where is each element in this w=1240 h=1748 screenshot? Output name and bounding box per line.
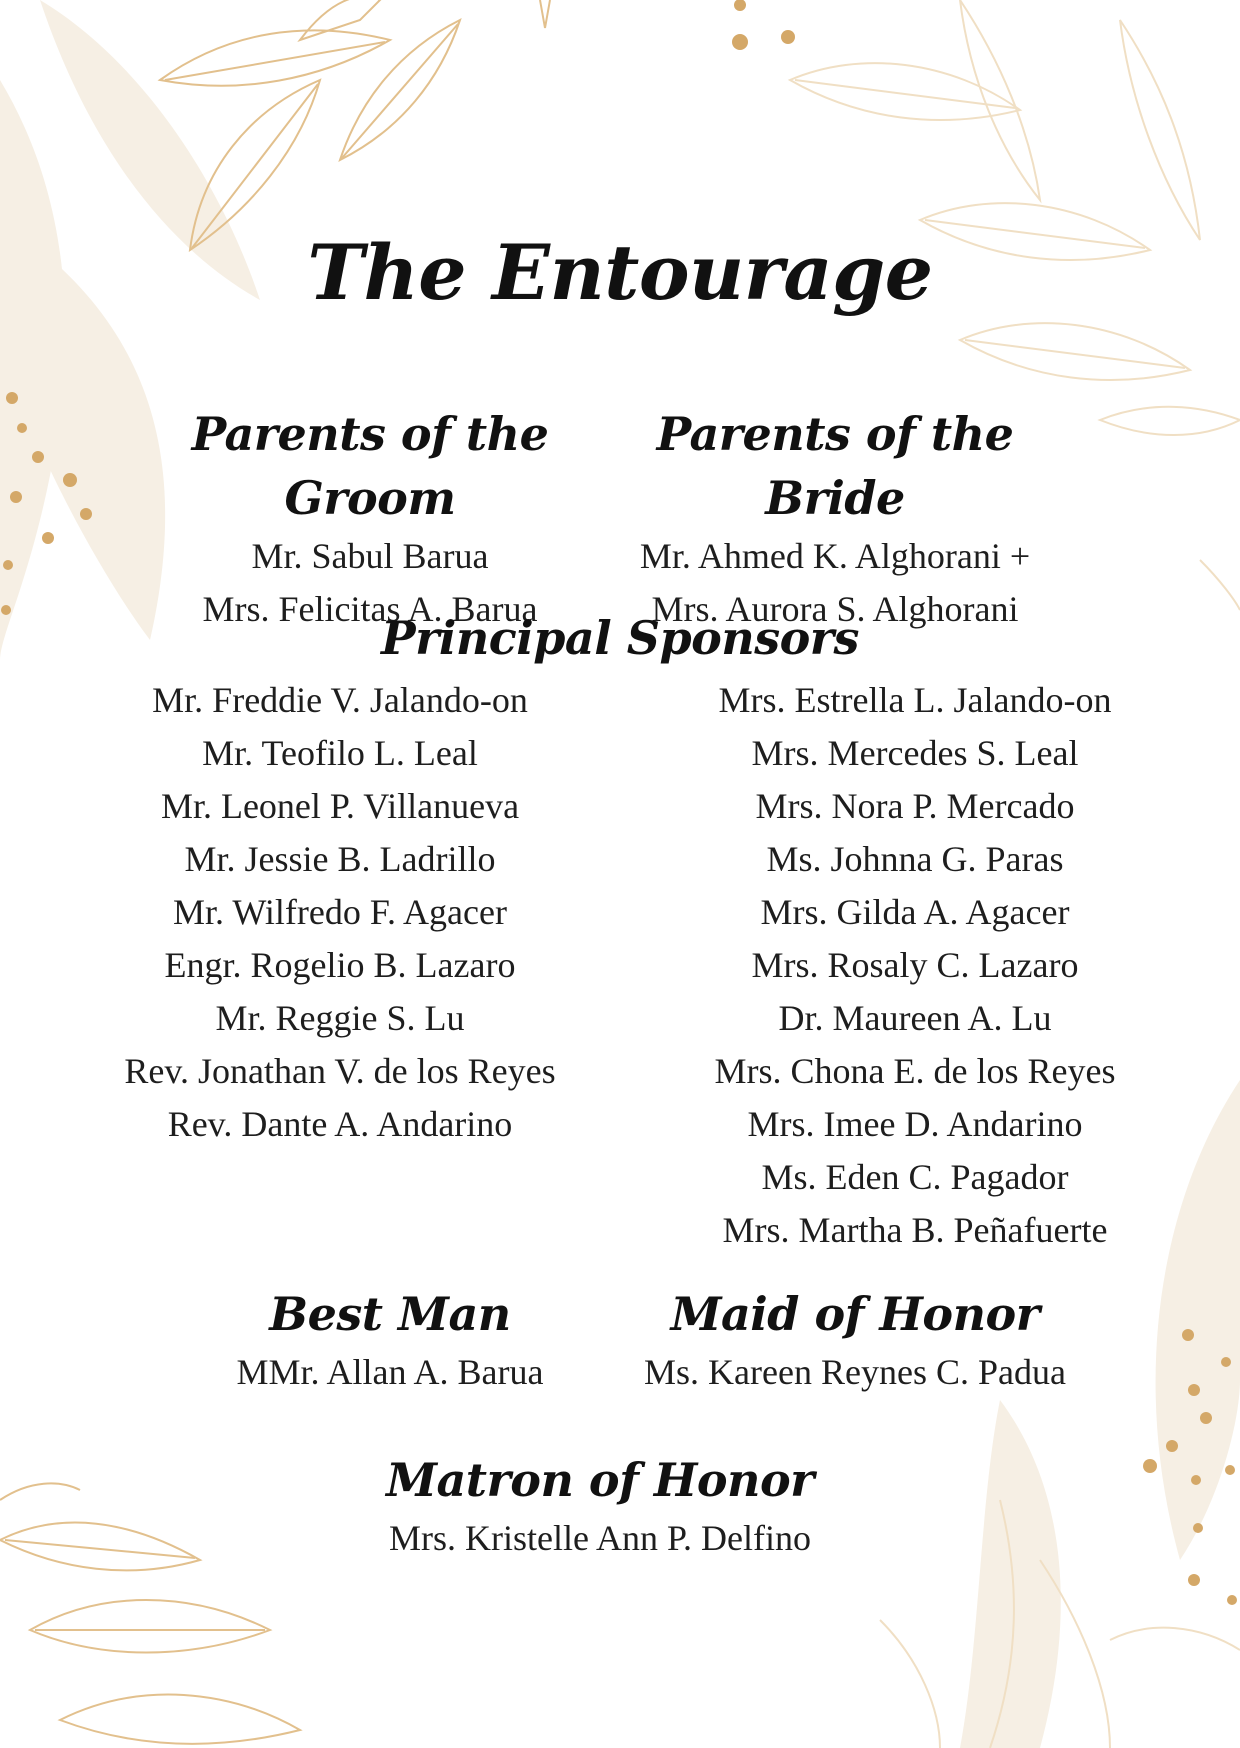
sponsor-name: Engr. Rogelio B. Lazaro (164, 945, 516, 985)
sponsor-name: Mr. Wilfredo F. Agacer (173, 892, 507, 932)
parents-groom-name: Mrs. Felicitas A. Barua (202, 589, 538, 629)
sponsor-name: Mrs. Estrella L. Jalando-on (718, 680, 1112, 720)
sponsor-name: Mr. Reggie S. Lu (215, 998, 465, 1038)
sponsor-name: Mrs. Chona E. de los Reyes (714, 1051, 1116, 1091)
sponsor-name: Mrs. Mercedes S. Leal (751, 733, 1079, 773)
principal-sponsors-right-list (680, 674, 1150, 1257)
best-man-section (200, 1282, 580, 1399)
best-man-name: MMr. Allan A. Barua (236, 1352, 544, 1392)
page-title: The Entourage (307, 228, 933, 317)
parents-bride-section (610, 402, 1060, 636)
sponsor-name: Mrs. Rosaly C. Lazaro (751, 945, 1079, 985)
sponsor-name: Rev. Dante A. Andarino (167, 1104, 513, 1144)
matron-of-honor-section (300, 1448, 900, 1565)
parents-bride-heading: Parents of the Bride (656, 407, 1014, 525)
maid-of-honor-section (620, 1282, 1090, 1399)
sponsor-name: Mrs. Nora P. Mercado (755, 786, 1075, 826)
sponsor-name: Mr. Leonel P. Villanueva (160, 786, 520, 826)
sponsor-name: Mrs. Gilda A. Agacer (760, 892, 1070, 932)
maid-of-honor-name: Ms. Kareen Reynes C. Padua (644, 1352, 1066, 1392)
sponsor-name: Rev. Jonathan V. de los Reyes (124, 1051, 556, 1091)
matron-of-honor-heading: Matron of Honor (386, 1453, 814, 1507)
sponsor-name: Mr. Freddie V. Jalando-on (152, 680, 528, 720)
principal-sponsors-heading: Principal Sponsors (381, 611, 859, 665)
maid-of-honor-heading: Maid of Honor (670, 1287, 1040, 1341)
best-man-heading: Best Man (269, 1287, 511, 1341)
parents-bride-name: Mrs. Aurora S. Alghorani (651, 589, 1019, 629)
sponsor-name: Ms. Johnna G. Paras (766, 839, 1064, 879)
sponsor-name: Mrs. Imee D. Andarino (747, 1104, 1083, 1144)
parents-groom-heading: Parents of the Groom (191, 407, 549, 525)
parents-groom-section (160, 402, 580, 636)
sponsor-name: Mrs. Martha B. Peñafuerte (722, 1210, 1108, 1250)
principal-sponsors-left-list (100, 674, 580, 1151)
sponsor-name: Ms. Eden C. Pagador (761, 1157, 1069, 1197)
sponsor-name: Mr. Teofilo L. Leal (202, 733, 478, 773)
matron-of-honor-name: Mrs. Kristelle Ann P. Delfino (389, 1518, 811, 1558)
sponsor-name: Dr. Maureen A. Lu (778, 998, 1052, 1038)
parents-bride-name: Mr. Ahmed K. Alghorani + (639, 536, 1031, 576)
parents-groom-name: Mr. Sabul Barua (251, 536, 489, 576)
sponsor-name: Mr. Jessie B. Ladrillo (184, 839, 496, 879)
